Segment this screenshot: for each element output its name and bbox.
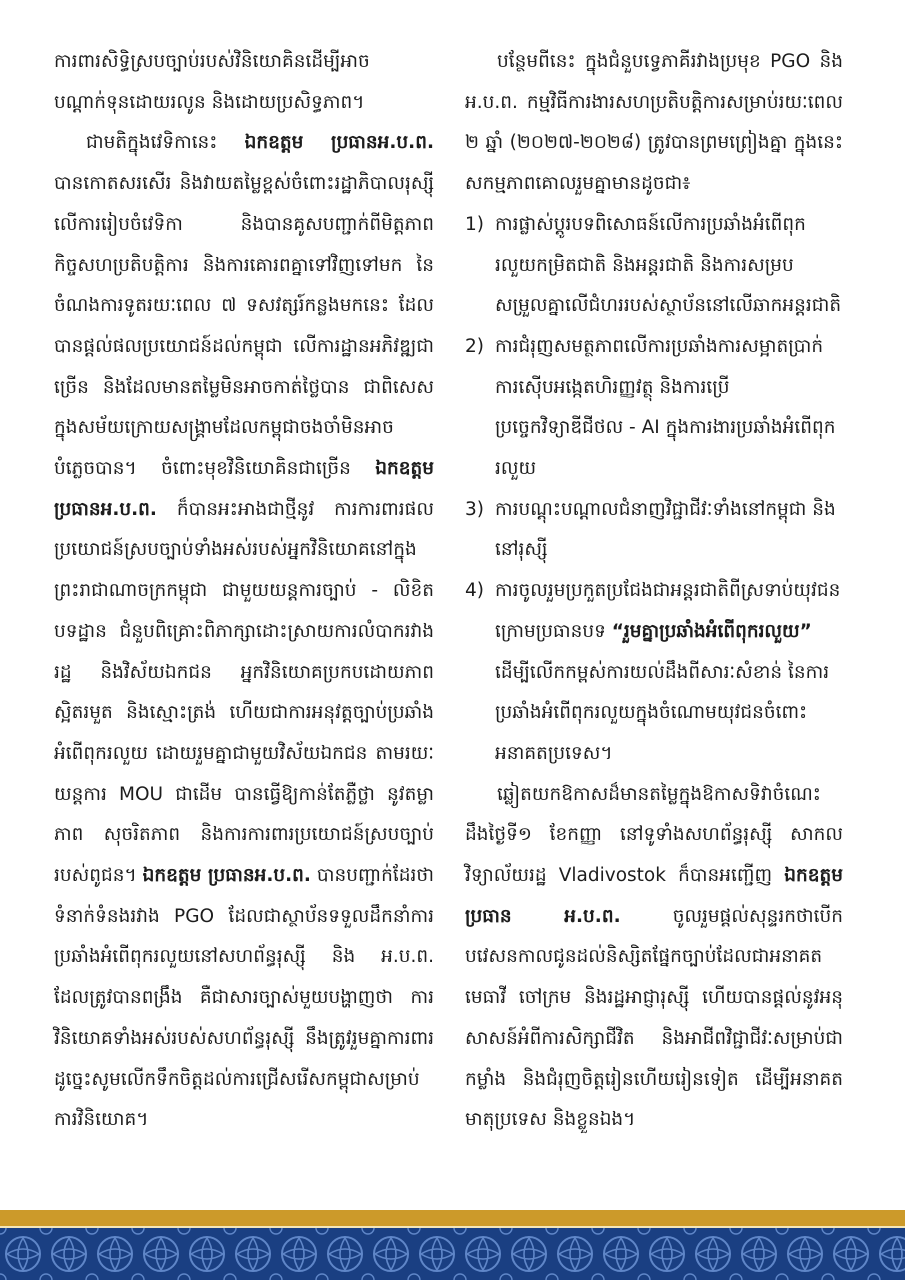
list-number: 1) (465, 213, 484, 235)
text-segment: ឆ្លៀតយកឱកាសដ៏មានតម្លៃក្នុងឱកាសទិវាចំណេះដឹងថ្ងៃទី១ ខែកញ្ញា នៅទូទាំងសហព័ន្ធរុស្ស៊ី សាកលវិទ្យាល័យរដ្ឋ Vladivostok ក៏បានអញ្ជើញ (465, 783, 843, 887)
left-column (54, 42, 434, 1141)
list-item-text: ការចូលរួមប្រកួតប្រជែងជាអន្តរជាតិពីស្រទាប់យុវជនក្រោមប្រធានបទ (495, 580, 841, 642)
footer-ornament-band (0, 1228, 905, 1280)
list-item-text: ការបណ្តុះបណ្តាលជំនាញវិជ្ជាជីវៈទាំងនៅកម្ពុជា និងនៅរុស្ស៊ី (495, 498, 836, 561)
text-segment: ជាមតិក្នុងវេទិកានេះ (86, 132, 245, 154)
list-number: 2) (465, 335, 484, 357)
list-item (465, 205, 843, 327)
paragraph-president-remarks (54, 123, 434, 1141)
list-number: 4) (465, 580, 484, 602)
bold-title: ឯកឧត្តម ប្រធានអ.ប.ព. (244, 132, 434, 154)
text-segment: ក៏បានអះអាងជាថ្មីនូវ ការការពារផលប្រយោជន៍ស្របច្បាប់ទាំងអស់របស់អ្នកវិនិយោគនៅក្នុងព្រះរាជាណាចក្រកម្ពុជា ជាមួយយន្តការច្បាប់ - លិខិតបទដ្ឋាន ជំនួបពិគ្រោះពិភាក្សាដោះស្រាយការលំបាករវាងរដ្ឋ និងវិស័យឯកជន អ្នកវិនិយោគប្រកបដោយភាពស្អិតរមួត និងស្មោះត្រង់ ហើយជាការអនុវត្តច្បាប់ប្រឆាំងអំពើពុករលួយ ដោយរួមគ្នាជាមួយវិស័យឯកជន តាមរយៈយន្តការ MOU ជាដើម បានធ្វើឱ្យកាន់តែភ្លឺថ្លា នូវតម្លាភាព សុចរិតភាព និងការការពារប្រយោជន៍ស្របច្បាប់របស់ពូជន។ (54, 498, 434, 887)
right-column (465, 42, 843, 1141)
paragraph-cooperation-program: បន្ថែមពីនេះ ក្នុងជំនួបទ្វេភាគីរវាងប្រមុខ PGO និង អ.ប.ព. កម្មវិធីការងារសហប្រតិបត្តិការសម្រាប់រយៈពេល ២ ឆ្នាំ (២០២៧-២០២៨) ត្រូវបានព្រមព្រៀងគ្នា ក្នុងនេះសកម្មភាពគោលរួមគ្នាមានដូចជា៖ (465, 51, 843, 195)
activity-list (465, 205, 843, 775)
list-item (465, 571, 843, 775)
text-segment: បានបញ្ជាក់ដែរថា ទំនាក់ទំនងរវាង PGO ដែលជាស្ថាប័នទទួលដឹកនាំការប្រឆាំងអំពើពុករលួយនៅសហព័ន្ធរុស្ស៊ី និង អ.ប.ព. ដែលត្រូវបានពង្រឹង គឺជាសារច្បាស់មួយបង្ហាញថា ការវិនិយោគទាំងអស់របស់សហព័ន្ធរុស្ស៊ី នឹងត្រូវរួមគ្នាការពារ ដូច្នេះសូមលើកទឹកចិត្តដល់ការជ្រើសរើសកម្ពុជាសម្រាប់ការវិនិយោគ។ (54, 865, 434, 1131)
footer-gold-band (0, 1210, 905, 1226)
list-number: 3) (465, 498, 484, 520)
bold-title: ឯកឧត្តម ប្រធានអ.ប.ព. (142, 865, 311, 887)
bold-title: ឯកឧត្តម ប្រធាន អ.ប.ព. (465, 865, 843, 927)
list-item-text: ការផ្លាស់ប្តូរបទពិសោធន៍លើការប្រឆាំងអំពើពុករលួយកម្រិតជាតិ និងអន្តរជាតិ និងការសម្របសម្រួលគ្នាលើជំហររបស់ស្ថាប័ននៅលើឆាកអន្តរជាតិ (495, 213, 842, 317)
bold-title: ឯកឧត្តម ប្រធានអ.ប.ព. (54, 458, 434, 520)
ornament-pattern-icon (0, 1228, 905, 1280)
text-segment: ចូលរួមផ្តល់សុន្ទរកថាបើកបវេសនកាលជូនដល់និស្សិតផ្នែកច្បាប់ដែលជាអនាគតមេធាវី ចៅក្រម និងរដ្ឋអាជ្ញារុស្ស៊ី ហើយបានផ្តល់នូវអនុសាសន៍អំពីការសិក្សាជីវិត និងអាជីពវិជ្ជាជីវៈសម្រាប់ជាកម្លាំង និងជំរុញចិត្តរៀនហើយរៀនទៀត ដើម្បីអនាគតមាតុប្រទេស និងខ្លួនឯង។ (465, 905, 843, 1131)
list-item (465, 490, 843, 571)
list-item-text: ដើម្បីលើកកម្ពស់ការយល់ដឹងពីសារៈសំខាន់ នៃការប្រឆាំងអំពើពុករលួយក្នុងចំណោមយុវជនចំពោះអនាគតប្រទេស។ (495, 661, 830, 764)
paragraph-intro-continued: ការពារសិទ្ធិស្របច្បាប់របស់វិនិយោគិនដើម្បីអាចបណ្តាក់ទុនដោយរលូន និងដោយប្រសិទ្ធភាព។ (54, 51, 370, 113)
list-item (465, 327, 843, 490)
paragraph-knowledge-day (465, 775, 843, 1141)
text-segment: បានកោតសរសើរ និងវាយតម្លៃខ្ពស់ចំពោះរដ្ឋាភិបាលរុស្ស៊ី លើការរៀបចំវេទិកា និងបានគូសបញ្ជាក់ពីមិត្តភាព កិច្ចសហប្រតិបត្តិការ និងការគោរពគ្នាទៅវិញទៅមក នៃចំណងការទូតរយៈពេល ៧ ទសវត្សរ៍កន្លងមកនេះ ដែលបានផ្តល់ផលប្រយោជន៍ដល់កម្ពុជា លើការដ្ឋានអភិវឌ្ឍជាច្រើន និងដែលមានតម្លៃមិនអាចកាត់ថ្លៃបាន ជាពិសេសក្នុងសម័យក្រោយសង្គ្រាមដែលកម្ពុជាចងចាំមិនអាចបំភ្លេចបាន។ ចំពោះមុខវិនិយោគិនជាច្រើន (54, 173, 434, 480)
list-item-text: ការជំរុញសមត្ថភាពលើការប្រឆាំងការសម្អាតប្រាក់ ការស៊ើបអង្កេតហិរញ្ញវត្ថុ និងការប្រើប្រច្ចេកវិទ្យាឌីជីថល - AI ក្នុងការងារប្រឆាំងអំពើពុករលួយ (495, 335, 836, 480)
bold-theme: “រួមគ្នាប្រឆាំងអំពើពុករលួយ” (611, 620, 812, 642)
